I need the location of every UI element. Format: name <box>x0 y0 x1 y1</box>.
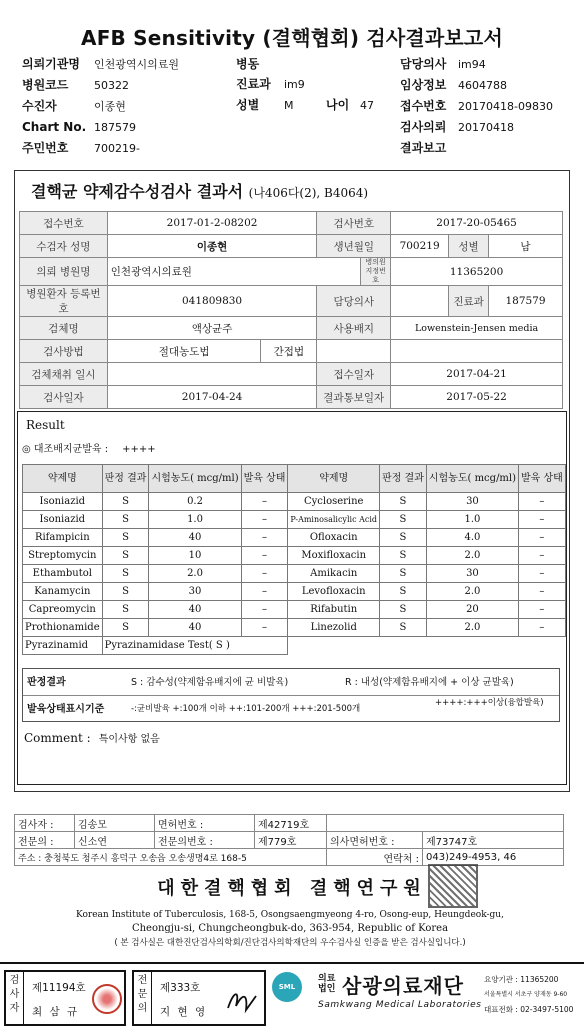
license-label: 면허번호 : <box>155 815 255 832</box>
report-title: AFB Sensitivity (결핵협회) 검사결과보고서 <box>81 26 503 50</box>
tester-stamp <box>92 984 122 1014</box>
col-conc: 시험농도( mcg/ml) <box>426 465 518 493</box>
sex-value: M <box>284 99 294 112</box>
request-date-value: 20170418 <box>458 121 514 134</box>
drug-growth: – <box>241 583 288 601</box>
specialist-name: 지 현 영 <box>160 1006 208 1018</box>
institution-value: 인천광역시의료원 <box>94 58 180 71</box>
drug-judge: S <box>102 619 149 637</box>
drug-judge: S <box>380 601 427 619</box>
drug-name: Moxifloxacin <box>288 547 380 565</box>
field-label: 검사의뢰 <box>400 120 447 134</box>
info-label: 진료과 <box>449 286 489 317</box>
info-label: 접수번호 <box>20 212 108 235</box>
drug-growth: – <box>241 493 288 511</box>
drug-judge: S <box>380 529 427 547</box>
drug-row <box>23 601 566 619</box>
doctor <box>391 286 449 317</box>
method-b: 간접법 <box>261 340 317 363</box>
tester-vlabel: 검사자 <box>6 972 24 1024</box>
collect-date <box>107 363 317 386</box>
specialist-name: 신소연 <box>75 832 155 849</box>
specialist-no: 제333호 <box>160 982 201 994</box>
clinical-info-value: 4604788 <box>458 79 507 92</box>
drug-name: Isoniazid <box>23 493 103 511</box>
judgement-legend <box>22 668 560 722</box>
drug-judge: S <box>102 583 149 601</box>
scanned-report <box>14 170 570 792</box>
drug-conc: 40 <box>149 529 241 547</box>
received-date: 2017-04-21 <box>391 363 563 386</box>
drug-growth: – <box>241 565 288 583</box>
result-box <box>17 411 567 785</box>
corp-contact <box>484 972 573 1017</box>
drug-judge: S <box>102 601 149 619</box>
chart-no-value: 187579 <box>94 121 136 134</box>
drug-row <box>23 565 566 583</box>
header-col-3 <box>400 54 553 158</box>
comment <box>24 730 160 745</box>
dept: 187579 <box>489 286 563 317</box>
corp-name: 삼광의료재단 <box>342 974 464 998</box>
info-label: 검사일자 <box>20 386 108 409</box>
info-label: 결과통보일자 <box>317 386 391 409</box>
medium: Lowenstein-Jensen media <box>391 317 563 340</box>
spec-license-label: 전문의번호 : <box>155 832 255 849</box>
drug-growth: – <box>519 529 566 547</box>
drug-name: Ethambutol <box>23 565 103 583</box>
drug-conc: 20 <box>426 601 518 619</box>
method-a: 절대농도법 <box>107 340 261 363</box>
footer <box>0 962 584 1033</box>
drug-judge: S <box>102 529 149 547</box>
comment-label: Comment : <box>24 731 91 745</box>
drug-row <box>23 511 566 529</box>
blank-cell <box>288 637 565 655</box>
age-value: 47 <box>360 99 374 112</box>
drug-name: Capreomycin <box>23 601 103 619</box>
tester-label: 검사자 : <box>15 815 75 832</box>
institute-address <box>40 908 540 950</box>
drug-conc: 2.0 <box>426 583 518 601</box>
field-label: 임상정보 <box>400 78 447 92</box>
info-label: 검체채취 일시 <box>20 363 108 386</box>
info-label: 사용배지 <box>317 317 391 340</box>
col-growth: 발육 상태 <box>519 465 566 493</box>
birth: 700219 <box>391 235 449 258</box>
field-label: 나이 <box>326 98 350 112</box>
info-label: 의뢰 병원명 <box>20 258 108 286</box>
col-conc: 시험농도( mcg/ml) <box>149 465 241 493</box>
address: 주소 : 충청북도 청주시 흥덕구 오송읍 오송생명4로 168-5 <box>15 849 327 866</box>
drug-judge: S <box>380 565 427 583</box>
col-growth: 발육 상태 <box>241 465 288 493</box>
drug-conc: 2.0 <box>426 619 518 637</box>
receipt-no: 2017-01-2-08202 <box>107 212 317 235</box>
drug-growth: – <box>519 619 566 637</box>
test-no: 2017-20-05465 <box>391 212 563 235</box>
drug-row <box>23 547 566 565</box>
drug-judge: S <box>102 565 149 583</box>
specimen: 액상균주 <box>107 317 317 340</box>
drug-row <box>23 493 566 511</box>
drug-row <box>23 583 566 601</box>
field-label: 성별 <box>236 98 260 112</box>
drug-growth: – <box>519 511 566 529</box>
sml-logo: SML <box>272 972 302 1002</box>
col-drug: 약제명 <box>23 465 103 493</box>
blank-cell <box>391 340 563 363</box>
blank-cell <box>317 340 391 363</box>
info-label: 담당의사 <box>317 286 391 317</box>
info-label: 병원환자 등록번호 <box>20 286 108 317</box>
drug-growth: – <box>519 565 566 583</box>
drug-name: Ofloxacin <box>288 529 380 547</box>
drug-conc: 1.0 <box>149 511 241 529</box>
drug-growth: – <box>519 583 566 601</box>
control-value: ++++ <box>122 444 156 455</box>
judge-s: S : 감수성(약제함유배지에 균 비발육) <box>131 677 289 688</box>
resident-no-value: 700219- <box>94 142 140 155</box>
drug-name: P-Aminosalicylic Acid <box>288 511 380 529</box>
drug-growth: – <box>519 601 566 619</box>
result-title: Result <box>26 418 65 432</box>
drug-name: Streptomycin <box>23 547 103 565</box>
field-label: 병동 <box>236 57 260 71</box>
drug-conc: 4.0 <box>426 529 518 547</box>
control-label: ◎ 대조배지균발육 : <box>22 444 109 455</box>
drug-growth: – <box>241 511 288 529</box>
header-col-1 <box>22 54 179 159</box>
drug-table <box>22 464 566 655</box>
drug-judge: S <box>102 547 149 565</box>
scan-title-text: 결핵균 약제감수성검사 결과서 <box>31 182 244 201</box>
drug-judge: S <box>380 511 427 529</box>
report-date: 2017-05-22 <box>391 386 563 409</box>
growth-row <box>23 696 559 723</box>
drug-name: Rifampicin <box>23 529 103 547</box>
tester-no: 제11194호 <box>32 982 86 994</box>
institute-name-ko: 대한결핵협회 결핵연구원 <box>157 878 427 899</box>
drug-judge: S <box>380 547 427 565</box>
col-judge: 판정 결과 <box>380 465 427 493</box>
reg-no: 041809830 <box>107 286 317 317</box>
field-label: 담당의사 <box>400 57 447 71</box>
contact-line: 요양기관 : 11365200 <box>484 975 559 984</box>
drug-growth: – <box>519 547 566 565</box>
pza-test: Pyrazinamidase Test( S ) <box>102 637 288 655</box>
col-judge: 판정 결과 <box>102 465 149 493</box>
header-col-2 <box>236 54 374 116</box>
growth-text-2: ++++:+++이상(융합발육) <box>435 698 544 708</box>
doc-license-label: 의사면허번호 : <box>327 832 423 849</box>
info-label: 수검자 성명 <box>20 235 108 258</box>
scan-title <box>31 179 368 202</box>
field-label: 수진자 <box>22 99 57 113</box>
drug-growth: – <box>241 529 288 547</box>
judge-r: R : 내성(약제함유배지에 + 이상 균발육) <box>345 677 514 688</box>
drug-judge: S <box>380 583 427 601</box>
field-label: 주민번호 <box>22 141 69 155</box>
institute-line-1: Korean Institute of Tuberculosis, 168-5, Osongsaengmyeong 4-ro, Osong-eup, Heungdeok-gu, <box>76 910 504 920</box>
drug-name: Kanamycin <box>23 583 103 601</box>
drug-conc: 10 <box>149 547 241 565</box>
info-label: 접수일자 <box>317 363 391 386</box>
control-growth <box>22 440 156 455</box>
info-label: 검사번호 <box>317 212 391 235</box>
drug-name: Levofloxacin <box>288 583 380 601</box>
institute-line-2: Cheongju-si, Chungcheongbuk-do, 363-954, Republic of Korea <box>131 923 449 934</box>
info-label: 검체명 <box>20 317 108 340</box>
drug-conc: 0.2 <box>149 493 241 511</box>
drug-conc: 2.0 <box>426 547 518 565</box>
info-label: 병의원 지정번호 <box>361 258 391 286</box>
institute-note: ( 본 검사실은 대한진단검사의학회/진단검사의학재단의 우수검사실 인증을 받은 검사실입니다.) <box>114 938 466 948</box>
comment-value: 특이사항 없음 <box>98 734 160 745</box>
license-no: 제42719호 <box>255 815 327 832</box>
drug-row <box>23 619 566 637</box>
info-table <box>19 211 563 409</box>
growth-text: -:균비발육 +:100개 이하 ++:101-200개 +++:201-500개 <box>131 704 361 714</box>
drug-judge: S <box>102 511 149 529</box>
blank-cell <box>327 815 564 832</box>
drug-growth: – <box>241 547 288 565</box>
growth-label: 발육상태표시기준 <box>27 704 105 715</box>
contact-line: 서울특별시 서초구 양재동 9-60 <box>484 991 568 998</box>
drug-growth: – <box>241 601 288 619</box>
drug-conc: 40 <box>149 619 241 637</box>
signature-table <box>14 814 564 866</box>
test-date: 2017-04-24 <box>107 386 317 409</box>
drug-name: Cycloserine <box>288 493 380 511</box>
accession-value: 20170418-09830 <box>458 100 553 113</box>
pza-name: Pyrazinamid <box>23 637 103 655</box>
col-drug: 약제명 <box>288 465 380 493</box>
judge-label: 판정결과 <box>27 677 66 688</box>
field-label: 진료과 <box>236 77 271 91</box>
field-label: Chart No. <box>22 120 87 134</box>
field-label: 결과보고 <box>400 141 447 155</box>
drug-growth: – <box>519 493 566 511</box>
corp-prefix: 의료법인 <box>318 974 336 994</box>
drug-conc: 30 <box>426 493 518 511</box>
drug-name: Rifabutin <box>288 601 380 619</box>
tester-box <box>4 970 126 1026</box>
drug-conc: 30 <box>426 565 518 583</box>
drug-conc: 40 <box>149 601 241 619</box>
tester-name: 최 삼 규 <box>32 1006 80 1018</box>
drug-growth: – <box>241 619 288 637</box>
contact-label: 연락처 : <box>327 849 423 866</box>
drug-row <box>23 529 566 547</box>
hospital-code: 11365200 <box>391 258 563 286</box>
drug-judge: S <box>380 493 427 511</box>
sex: 남 <box>489 235 563 258</box>
specialist-vlabel: 전문의 <box>134 972 152 1024</box>
field-label: 병원코드 <box>22 78 69 92</box>
info-label: 생년월일 <box>317 235 391 258</box>
specialist-box <box>132 970 266 1026</box>
drug-judge: S <box>102 493 149 511</box>
drug-rows <box>23 493 566 637</box>
spec-license-no: 제779호 <box>255 832 327 849</box>
patient-value: 이종현 <box>94 100 126 113</box>
drug-conc: 30 <box>149 583 241 601</box>
drug-name: Linezolid <box>288 619 380 637</box>
drug-name: Amikacin <box>288 565 380 583</box>
dept-value: im9 <box>284 78 305 91</box>
contact-value: 043)249-4953, 46 <box>423 849 564 866</box>
hospital-name: 인천광역시의료원 <box>107 258 360 286</box>
drug-name: Isoniazid <box>23 511 103 529</box>
specialist-label: 전문의 : <box>15 832 75 849</box>
drug-conc: 2.0 <box>149 565 241 583</box>
contact-line: 대표전화 : 02-3497-5100 <box>484 1005 574 1014</box>
tester-name: 김송모 <box>75 815 155 832</box>
patient-name: 이종현 <box>107 235 317 258</box>
scan-code: (나406다(2), B4064) <box>248 186 369 200</box>
corp-name-en: Samkwang Medical Laboratories <box>318 1000 482 1010</box>
field-label: 의뢰기관명 <box>22 57 80 71</box>
drug-name: Prothionamide <box>23 619 103 637</box>
signature-mark <box>224 986 260 1016</box>
drug-conc: 1.0 <box>426 511 518 529</box>
info-label: 검사방법 <box>20 340 108 363</box>
hospital-code-value: 50322 <box>94 79 129 92</box>
drug-judge: S <box>380 619 427 637</box>
field-label: 접수번호 <box>400 99 447 113</box>
info-label: 성별 <box>449 235 489 258</box>
doctor-value: im94 <box>458 58 486 71</box>
official-seal <box>428 864 478 908</box>
doc-license-no: 제73747호 <box>423 832 564 849</box>
